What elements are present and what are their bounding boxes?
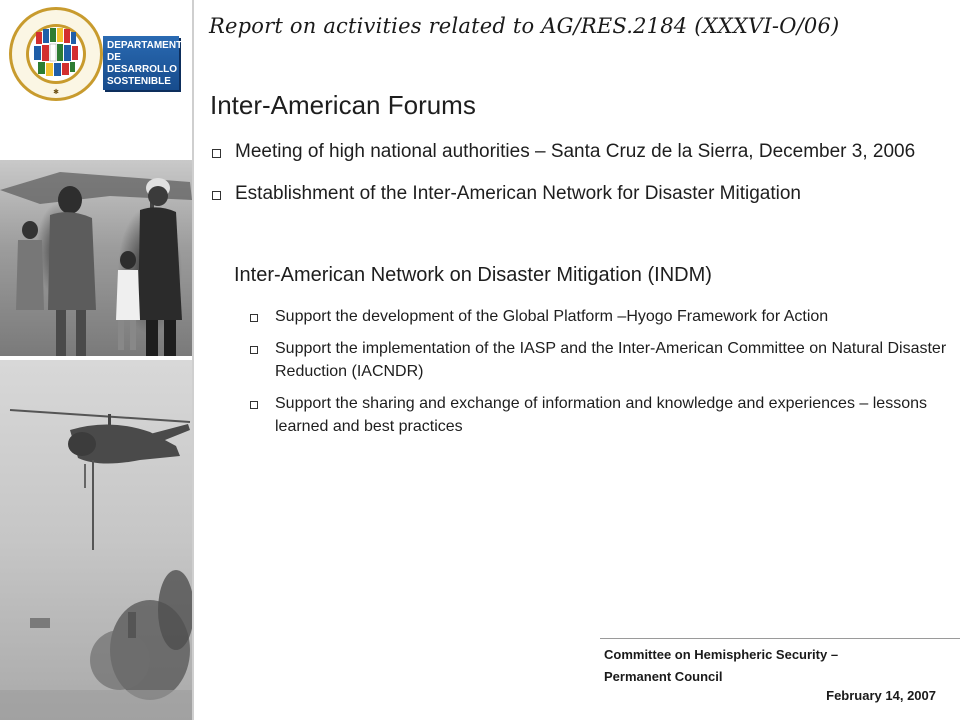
department-label xyxy=(103,36,190,90)
sidebar-photo-strip xyxy=(0,0,192,720)
page-title: Report on activities related to AG/RES.2184 (XXXVI-O/06) xyxy=(209,14,840,38)
hollow-square-icon xyxy=(250,314,258,322)
photo-helicopter xyxy=(0,360,192,720)
bullet-text: Support the development of the Global Platform –Hyogo Framework for Action xyxy=(275,308,829,325)
list-item xyxy=(248,392,958,438)
hollow-square-icon xyxy=(212,191,221,200)
list-item xyxy=(248,305,958,328)
bullet-text: Establishment of the Inter-American Network for Disaster Mitigation xyxy=(235,183,801,204)
department-line: DEPARTAMENTO xyxy=(107,40,190,51)
subsection-heading: Inter-American Network on Disaster Mitigation (INDM) xyxy=(234,264,712,286)
oas-logo xyxy=(0,0,192,118)
hollow-square-icon xyxy=(250,346,258,354)
department-line: SOSTENIBLE xyxy=(107,76,171,87)
sidebar-divider xyxy=(192,0,194,720)
photo-evacuees xyxy=(0,160,192,356)
bullet-text: Support the implementation of the IASP and the Inter-American Committee on Natural Disaster Reduction (IACNDR) xyxy=(275,340,947,380)
list-item xyxy=(248,337,958,383)
footer-divider xyxy=(600,638,960,639)
department-line: DE DESARROLLO xyxy=(107,52,177,75)
section-heading: Inter-American Forums xyxy=(210,90,476,120)
main-bullet-list xyxy=(208,140,953,206)
oas-seal-icon xyxy=(6,4,106,104)
footer-committee-line: Permanent Council xyxy=(604,669,723,684)
hollow-square-icon xyxy=(250,401,258,409)
svg-text:✱: ✱ xyxy=(53,88,59,96)
bullet-text: Meeting of high national authorities – Santa Cruz de la Sierra, December 3, 2006 xyxy=(235,141,916,162)
footer-committee xyxy=(604,644,924,688)
bullet-text: Support the sharing and exchange of information and knowledge and experiences – lessons learned and best practices xyxy=(275,395,927,435)
footer-date: February 14, 2007 xyxy=(826,688,936,703)
sub-bullet-list xyxy=(248,305,958,438)
list-item xyxy=(208,140,953,164)
hollow-square-icon xyxy=(212,149,221,158)
list-item xyxy=(208,182,953,206)
footer-committee-line: Committee on Hemispheric Security – xyxy=(604,647,839,662)
